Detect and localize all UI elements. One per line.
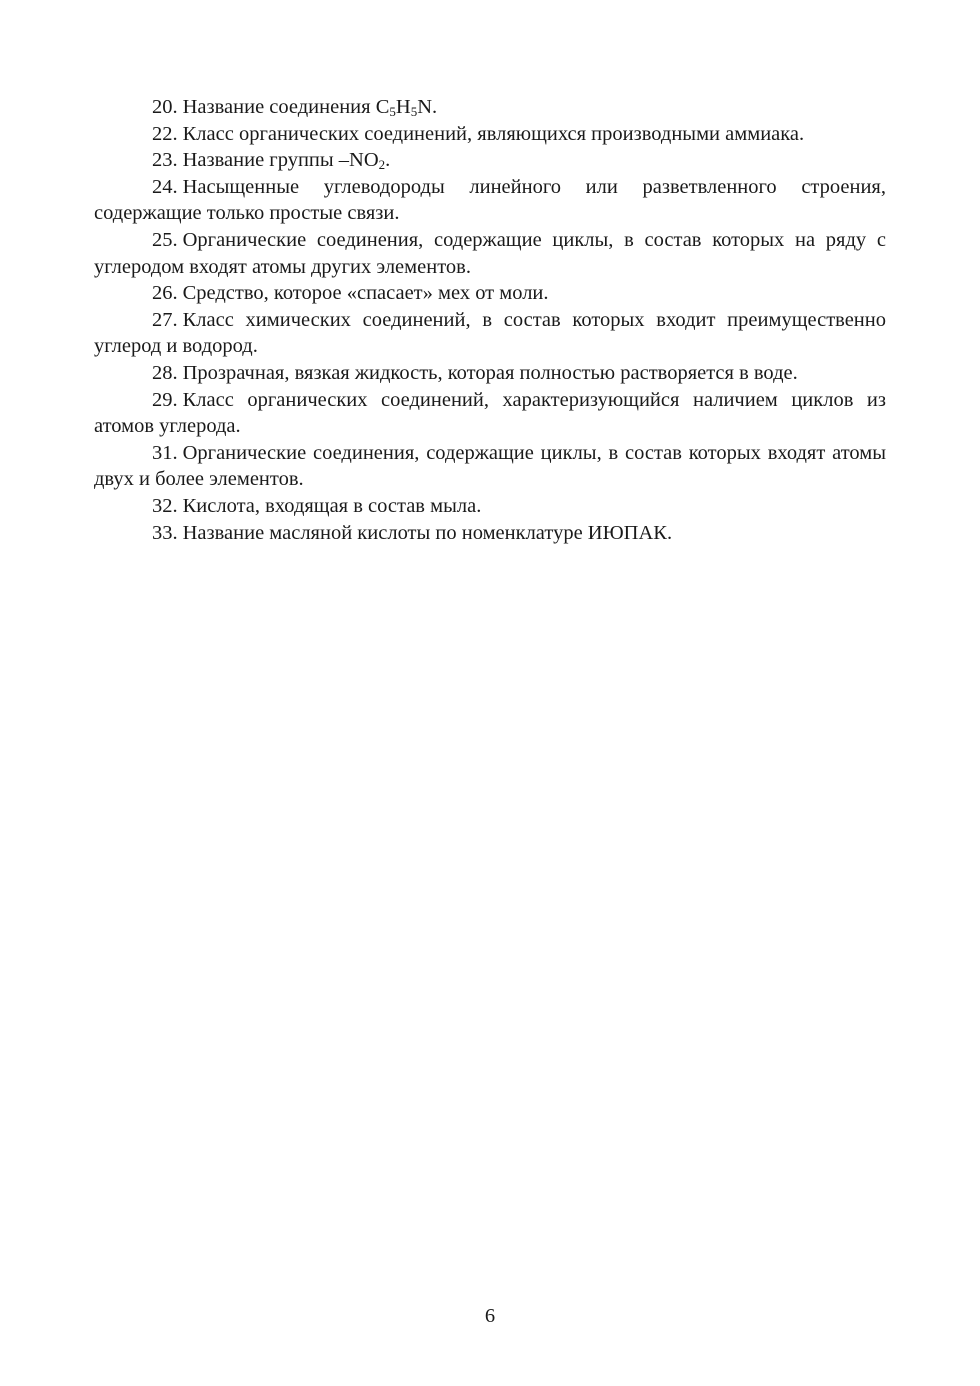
question-item-29 [94,387,886,440]
question-number: 22. [152,122,178,145]
question-item-24 [94,174,886,227]
subscript: 2 [378,157,386,173]
question-text: Кислота, входящая в состав мыла. [182,494,482,517]
question-text: Прозрачная, вязкая жидкость, которая полностью растворяется в воде. [182,361,798,384]
question-number: 24. [152,175,178,198]
question-number: 23. [152,149,178,172]
question-item-32 [94,493,886,520]
question-item-33 [94,520,886,547]
question-number: 27. [152,308,178,331]
question-number: 32. [152,494,178,517]
question-text: H [395,96,411,118]
question-item-28 [94,360,886,387]
question-number: 31. [152,441,178,464]
question-text: Название соединения C [182,96,390,118]
question-text: Класс органических соединений, являющихся производными аммиака. [182,122,805,145]
page-number: 6 [484,1305,496,1327]
question-text: Средство, которое «спасает» мех от моли. [182,282,549,305]
question-number: 26. [152,282,178,305]
question-text: Класс химических соединений, в состав которых входит преимущественно углерод и водород. [94,308,886,358]
question-text: Органические соединения, содержащие циклы, в состав которых на ряду с углеродом входят атомы других элементов. [94,228,886,278]
question-number: 20. [152,96,178,118]
question-item-27 [94,307,886,360]
question-text: N. [417,96,438,118]
question-number: 28. [152,361,178,384]
question-text: Название масляной кислоты по номенклатуре ИЮПАК. [182,521,673,544]
question-item-31 [94,440,886,493]
question-number: 25. [152,228,178,251]
question-text: Название группы –NO [182,149,379,172]
question-item-23 [94,147,886,174]
question-text: Насыщенные углеводороды линейного или разветвленного строения, содержащие только простые связи. [94,175,886,225]
question-item-26 [94,280,886,307]
question-text: Органические соединения, содержащие циклы, в состав которых входят атомы двух и более элементов. [94,441,886,491]
question-item-20 [94,94,886,121]
question-list [94,94,886,546]
subscript: 5 [410,104,418,119]
subscript: 5 [389,104,396,119]
question-number: 29. [152,388,178,411]
question-item-25 [94,227,886,280]
question-text: . [385,149,391,172]
question-number: 33. [152,521,178,544]
question-text: Класс органических соединений, характеризующийся наличием циклов из атомов углерода. [94,388,886,438]
question-item-22 [94,121,886,148]
